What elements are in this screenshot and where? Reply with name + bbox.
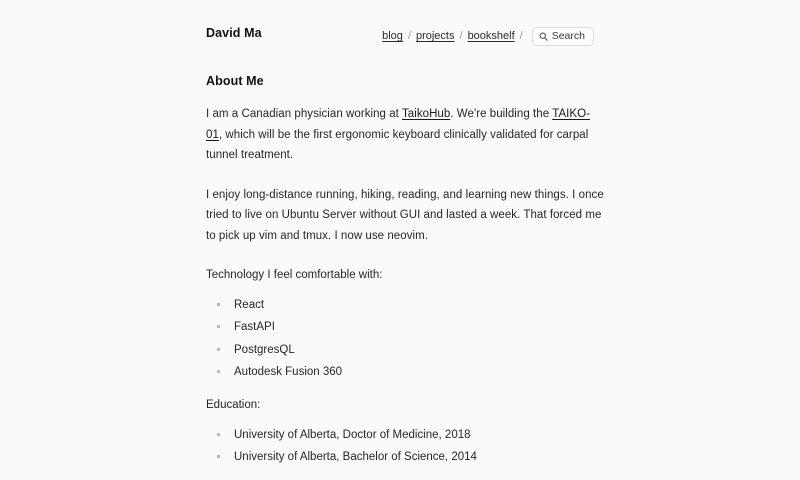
nav-separator: / bbox=[407, 30, 411, 43]
about-p1-part1: I am a Canadian physician working at bbox=[206, 108, 402, 120]
education-heading: Education: bbox=[206, 399, 261, 411]
nav-link-projects[interactable]: projects bbox=[415, 30, 455, 43]
list-item: University of Alberta, Bachelor of Science, 2014 bbox=[212, 450, 606, 464]
list-item: University of Alberta, Doctor of Medicine, 2018 bbox=[212, 428, 606, 442]
education-list bbox=[206, 428, 606, 465]
nav-separator: / bbox=[519, 30, 523, 43]
list-item: React bbox=[212, 298, 606, 312]
about-p1-part3: , which will be the first ergonomic keyboard clinically validated for carpal tunnel treatment. bbox=[206, 128, 589, 161]
search-button-label: Search bbox=[551, 30, 585, 42]
about-paragraph-2: I enjoy long-distance running, hiking, reading, and learning new things. I once tried to live on Ubuntu Server without GUI and lasted a week. That forced me to pick up vim and tmux. I now use neovim. bbox=[206, 188, 604, 242]
nav-link-bookshelf[interactable]: bookshelf bbox=[467, 30, 515, 43]
site-brand[interactable]: David Ma bbox=[206, 26, 262, 40]
list-item: Autodesk Fusion 360 bbox=[212, 365, 606, 379]
main-content bbox=[206, 74, 606, 480]
nav-separator: / bbox=[459, 30, 463, 43]
page-title: About Me bbox=[206, 74, 264, 88]
link-taikohub[interactable]: TaikoHub bbox=[401, 108, 451, 120]
search-button[interactable] bbox=[532, 27, 594, 46]
list-item: FastAPI bbox=[212, 320, 606, 334]
tech-list bbox=[206, 298, 606, 380]
nav-link-blog[interactable]: blog bbox=[382, 30, 403, 43]
about-paragraph-1 bbox=[206, 104, 606, 166]
tech-heading: Technology I feel comfortable with: bbox=[206, 269, 383, 281]
main-nav bbox=[380, 27, 594, 46]
search-icon bbox=[539, 32, 548, 41]
about-p1-part2: . We're building the bbox=[450, 108, 553, 120]
list-item: PostgresQL bbox=[212, 343, 606, 357]
link-taiko-01[interactable]: TAIKO-01 bbox=[206, 108, 591, 141]
site-header bbox=[0, 12, 800, 46]
